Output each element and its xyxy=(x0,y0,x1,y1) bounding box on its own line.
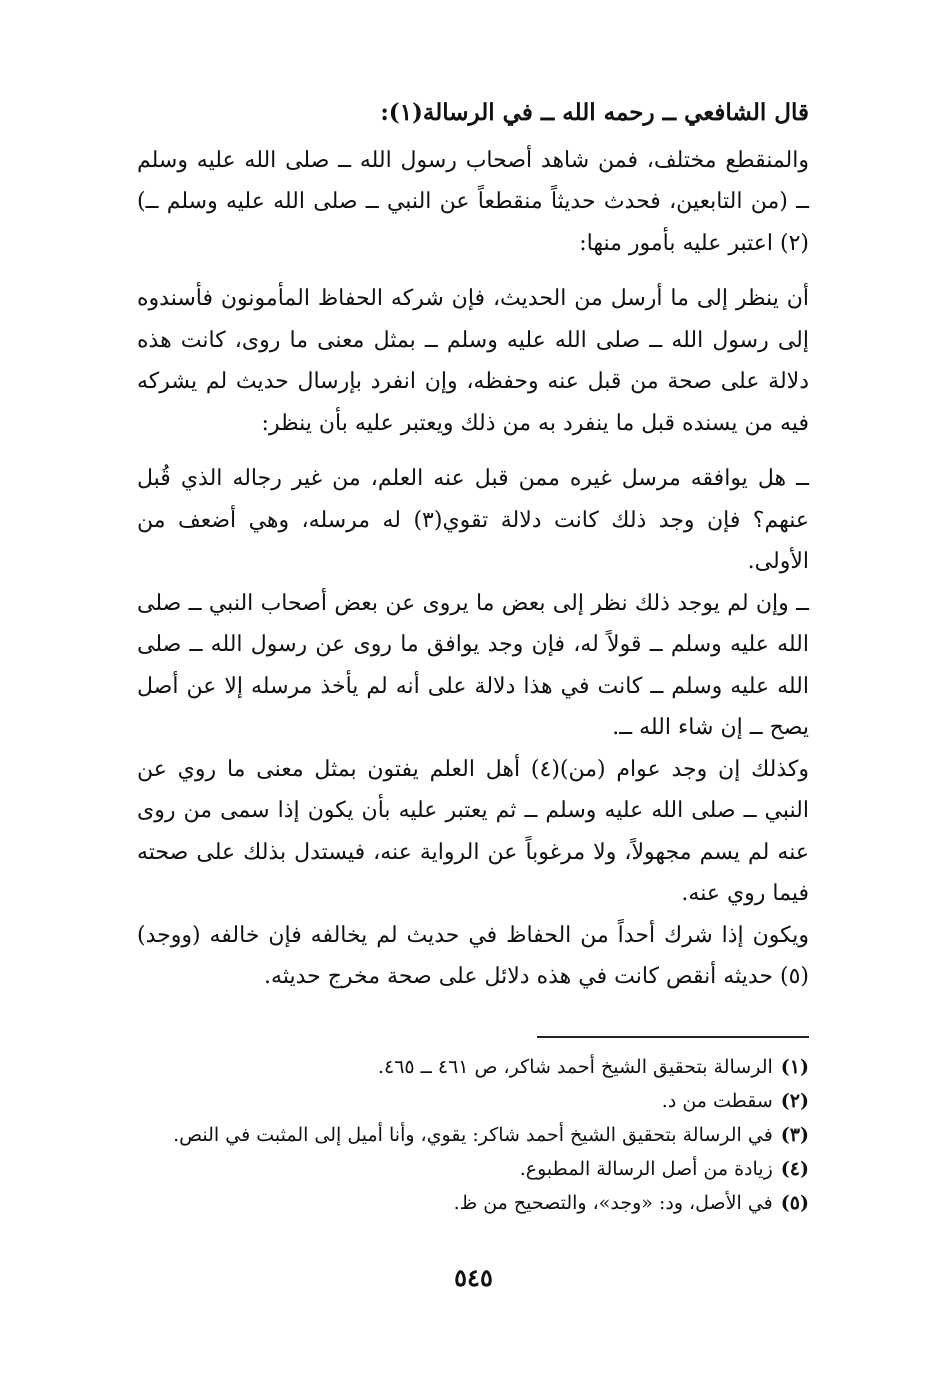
paragraph-2: أن ينظر إلى ما أرسل من الحديث، فإن شركه الحفاظ المأمونون فأسندوه إلى رسول الله ــ صلى الله عليه وسلم ــ بمثل معنى ما روى، كانت هذه دلالة على صحة من قبل عنه وحفظه، وإن انفرد بإرسال حديث لم يشركه فيه من يسنده قبل ما ينفرد به من ذلك ويعتبر عليه بأن ينظر: xyxy=(137,286,809,436)
section-heading: قال الشافعي ــ رحمه الله ــ في الرسالة(١): xyxy=(380,99,809,126)
footnotes xyxy=(137,1050,809,1220)
paragraph-6: ويكون إذا شرك أحداً من الحفاظ في حديث لم يخالفه فإن خالفه (ووجد)(٥) حديثه أنقص كانت في هذه دلائل على صحة مخرج حديثه. xyxy=(137,922,809,989)
footnote-divider xyxy=(537,1036,809,1038)
paragraph-3: ــ هل يوافقه مرسل غيره ممن قبل عنه العلم، من غير رجاله الذي قُبل عنهم؟ فإن وجد ذلك كانت دلالة تقوي(٣) له مرسله، وهي أضعف من الأولى. xyxy=(137,466,809,574)
footnote-item xyxy=(137,1050,809,1084)
footnote-number: (١) xyxy=(780,1056,809,1078)
footnote-number: (٤) xyxy=(780,1158,809,1180)
footnote-text: سقطت من د. xyxy=(661,1090,773,1112)
footnote-text: زيادة من أصل الرسالة المطبوع. xyxy=(519,1158,773,1180)
footnote-text: في الأصل، ود: «وجد»، والتصحيح من ظ. xyxy=(453,1192,773,1214)
footnote-item xyxy=(137,1152,809,1186)
footnote-item xyxy=(137,1186,809,1220)
main-text xyxy=(137,92,809,998)
paragraph-5: وكذلك إن وجد عوام (من)(٤) أهل العلم يفتون بمثل معنى ما روي عن النبي ــ صلى الله عليه وسلم ــ ثم يعتبر عليه بأن يكون إذا سمى من روى عنه لم يسم مجهولاً، ولا مرغوباً عن الرواية عنه، فيستدل بذلك على صحته فيما روي عنه. xyxy=(137,756,809,906)
footnote-number: (٥) xyxy=(780,1192,809,1214)
paragraph-1: والمنقطع مختلف، فمن شاهد أصحاب رسول الله ــ صلى الله عليه وسلم ــ (من التابعين، فحدث حديثاً منقطعاً عن النبي ــ صلى الله عليه وسلم ــ)(٢) اعتبر عليه بأمور منها: xyxy=(137,147,809,256)
footnote-text: في الرسالة بتحقيق الشيخ أحمد شاكر: يقوي، وأنا أميل إلى المثبت في النص. xyxy=(173,1124,773,1146)
footnote-text: الرسالة بتحقيق الشيخ أحمد شاكر، ص ٤٦١ ــ ٤٦٥. xyxy=(377,1056,773,1078)
footnote-item xyxy=(137,1118,809,1152)
paragraph-4: ــ وإن لم يوجد ذلك نظر إلى بعض ما يروى عن بعض أصحاب النبي ــ صلى الله عليه وسلم ــ قولاً له، فإن وجد يوافق ما روى عن رسول الله ــ صلى الله عليه وسلم ــ كانت في هذا دلالة على أنه لم يأخذ مرسله إلا عن أصل يصح ــ إن شاء الله ــ. xyxy=(137,590,809,740)
footnote-number: (٢) xyxy=(780,1090,809,1112)
footnote-item xyxy=(137,1084,809,1118)
footnote-number: (٣) xyxy=(780,1124,809,1146)
page-number: ٥٤٥ xyxy=(454,1263,493,1292)
